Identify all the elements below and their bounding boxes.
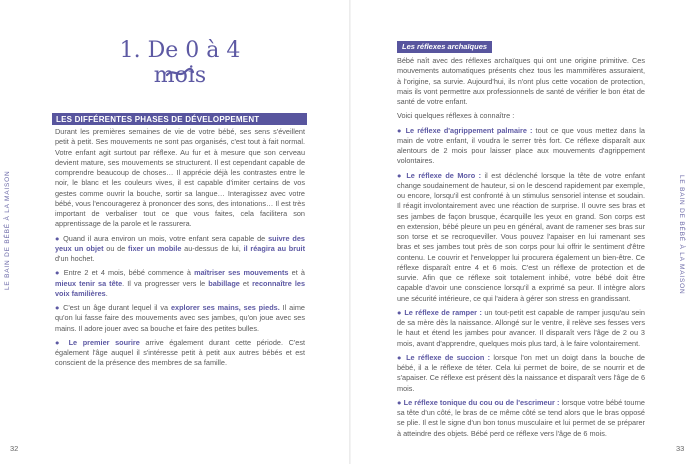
right-page-body	[397, 41, 645, 443]
bullet-icon: ●	[55, 337, 63, 347]
left-page-body	[55, 127, 305, 373]
bullet-icon: ●	[397, 352, 403, 362]
paragraph-one-month: ● Quand il aura environ un mois, votre enfant sera capable de suivre des yeux un objet ou de fixer un mobile au-dessus de lui, il réagira au bruit d'un hochet.	[55, 233, 306, 263]
bullet-icon: ●	[55, 233, 61, 243]
paragraph-reflexes-intro: Bébé naît avec des réflexes archaïques qui ont une origine primitive. Ces mouvements automatiques présents chez tous les mammifères assuraient, à l'origine, sa survie. Aujourd'hui, ils n'ont plus cette vocation de protection, mais ils vont permettre aux professionnels de santé de vérifier le bon état de santé de votre enfant.	[397, 56, 645, 106]
paragraph-reflex-sucking: ● Le réflexe de succion : lorsque l'on met un doigt dans la bouche de bébé, il a le réflexe de téter. Cela lui permet de boire, de se nourrir et de s'apaiser. Ce réflexe est présent dès la naissance et disparaît vers l'âge de 6 mois.	[397, 352, 645, 393]
paragraph-explore: ● C'est un âge durant lequel il va explorer ses mains, ses pieds. Il aime qu'on lui fasse faire des mouvements avec ses jambes, qu'on joue avec ses mains. Il adore jouer avec sa bouche et faire des petites bulles.	[55, 303, 305, 333]
paragraph-reflex-fencing: ● Le réflexe tonique du cou ou de l'escrimeur : lorsque votre bébé tourne sa tête d'un côté, le bras de ce même côté se tend alors que le bras opposé se plie. Il est le signe d'un bon tonus musculaire et lui permet de se préparer à atteindre des objets. Bébé perd ce réflexe vers l'âge de 6 mois.	[397, 397, 645, 438]
bullet-icon: ●	[397, 125, 403, 135]
bullet-icon: ●	[55, 303, 61, 312]
tilde-ornament-icon	[165, 66, 195, 80]
paragraph-intro: Durant les premières semaines de vie de votre bébé, ses sens s'éveillent petit à petit. Ses mouvements ne sont pas organisés, c'est tout à fait normal. Votre enfant agit surtout par réflexe. Au fur et à mesure que son cerveau devient mature, ses mouvements se structurent. Il est cependant capable de comprendre beaucoup de choses… Il apprécie déjà les contrastes entre le noir, le blanc et les couleurs vives, il est capable d'imiter certains de vos gestes comme ouvrir la bouche, sortir sa langue… Interagissez avec votre bébé, vous l'encouragerez à prononcer des sons, des intonations… Il est très important de verbaliser tout ce que vous faites, cela facilitera son apprentissage de la parole et le rassurera.	[55, 127, 305, 229]
section-tag: Les réflexes archaïques	[397, 41, 492, 53]
page-gutter	[349, 0, 351, 464]
paragraph-reflex-crawl: ● Le réflexe de ramper : un tout-petit est capable de ramper jusqu'au sein de sa mère dès la naissance. Allongé sur le ventre, il relève ses fesses vers le haut et étend les jambes pour avancer. Il disparaît vers l'âge de 2 ou 3 mois, avant d'apprendre, quelques mois plus tard, à le faire volontairement.	[397, 307, 645, 348]
paragraph-first-smile: ● Le premier sourire arrive également durant cette période. C'est également l'âge auquel il s'intéresse petit à petit aux autres bébés et est conscient de la présence des membres de sa famille.	[55, 337, 305, 368]
bullet-icon: ●	[397, 307, 402, 317]
paragraph-reflexes-lead: Voici quelques réflexes à connaître :	[397, 111, 515, 121]
bullet-icon: ●	[397, 397, 402, 407]
chapter-title: 1. De 0 à 4 mois	[119, 38, 241, 88]
right-running-head: LE BAIN DE BÉBÉ À LA MAISON	[678, 175, 685, 295]
right-page-number: 33	[676, 444, 685, 453]
paragraph-reflex-grasp: ● Le réflexe d'agrippement palmaire : tout ce que vous mettez dans la main de votre enfant, il voudra le serrer très fort. Ce réflexe disparaît aux alentours de 2 mois pour laisser place aux mouvements d'agrippement volontaires.	[397, 125, 645, 166]
bullet-icon: ●	[397, 170, 403, 180]
left-running-head: LE BAIN DE BÉBÉ À LA MAISON	[4, 170, 11, 290]
bullet-icon: ●	[55, 268, 61, 278]
section-header: LES DIFFÉRENTES PHASES DE DÉVELOPPEMENT	[52, 113, 307, 125]
paragraph-two-four-months: ● Entre 2 et 4 mois, bébé commence à maîtriser ses mouvements et à mieux tenir sa tête. Il va progresser vers le babillage et reconnaître les voix familières.	[55, 268, 306, 298]
left-page-number: 32	[10, 444, 19, 453]
paragraph-reflex-moro: ● Le réflexe de Moro : il est déclenché lorsque la tête de votre enfant change soudainement de hauteur, si on le descend rapidement par exemple, ou encore, lorsqu'il est confronté à un stimulus sensoriel intense et soudain. Il réagit involontairement avec une réaction de surprise. Il ouvre ses bras et ses jambes de façon brusque, écarquille les yeux en grand. Son corps est en extension, bébé pleure un peu en général, avant de ramener ses bras sur son torse et se recroqueviller. Vous pouvez l'apaiser en lui ramenant ses bras et ses jambes tout près de son corps pour lui offrir le sentiment d'être contenu. Le couvrir et l'envelopper lui procurera également un bien-être. Ce réflexe disparaît entre 4 et 6 mois. C'est un réflexe de protection et de survie. Afin que ce réflexe soit totalement inhibé, votre bébé doit être capable d'avoir une conscience lorsqu'il a exprimé sa peur. Il intègre alors une sécurité intérieure, ce qui l'aidera à gérer son stress en grandissant.	[397, 170, 645, 303]
